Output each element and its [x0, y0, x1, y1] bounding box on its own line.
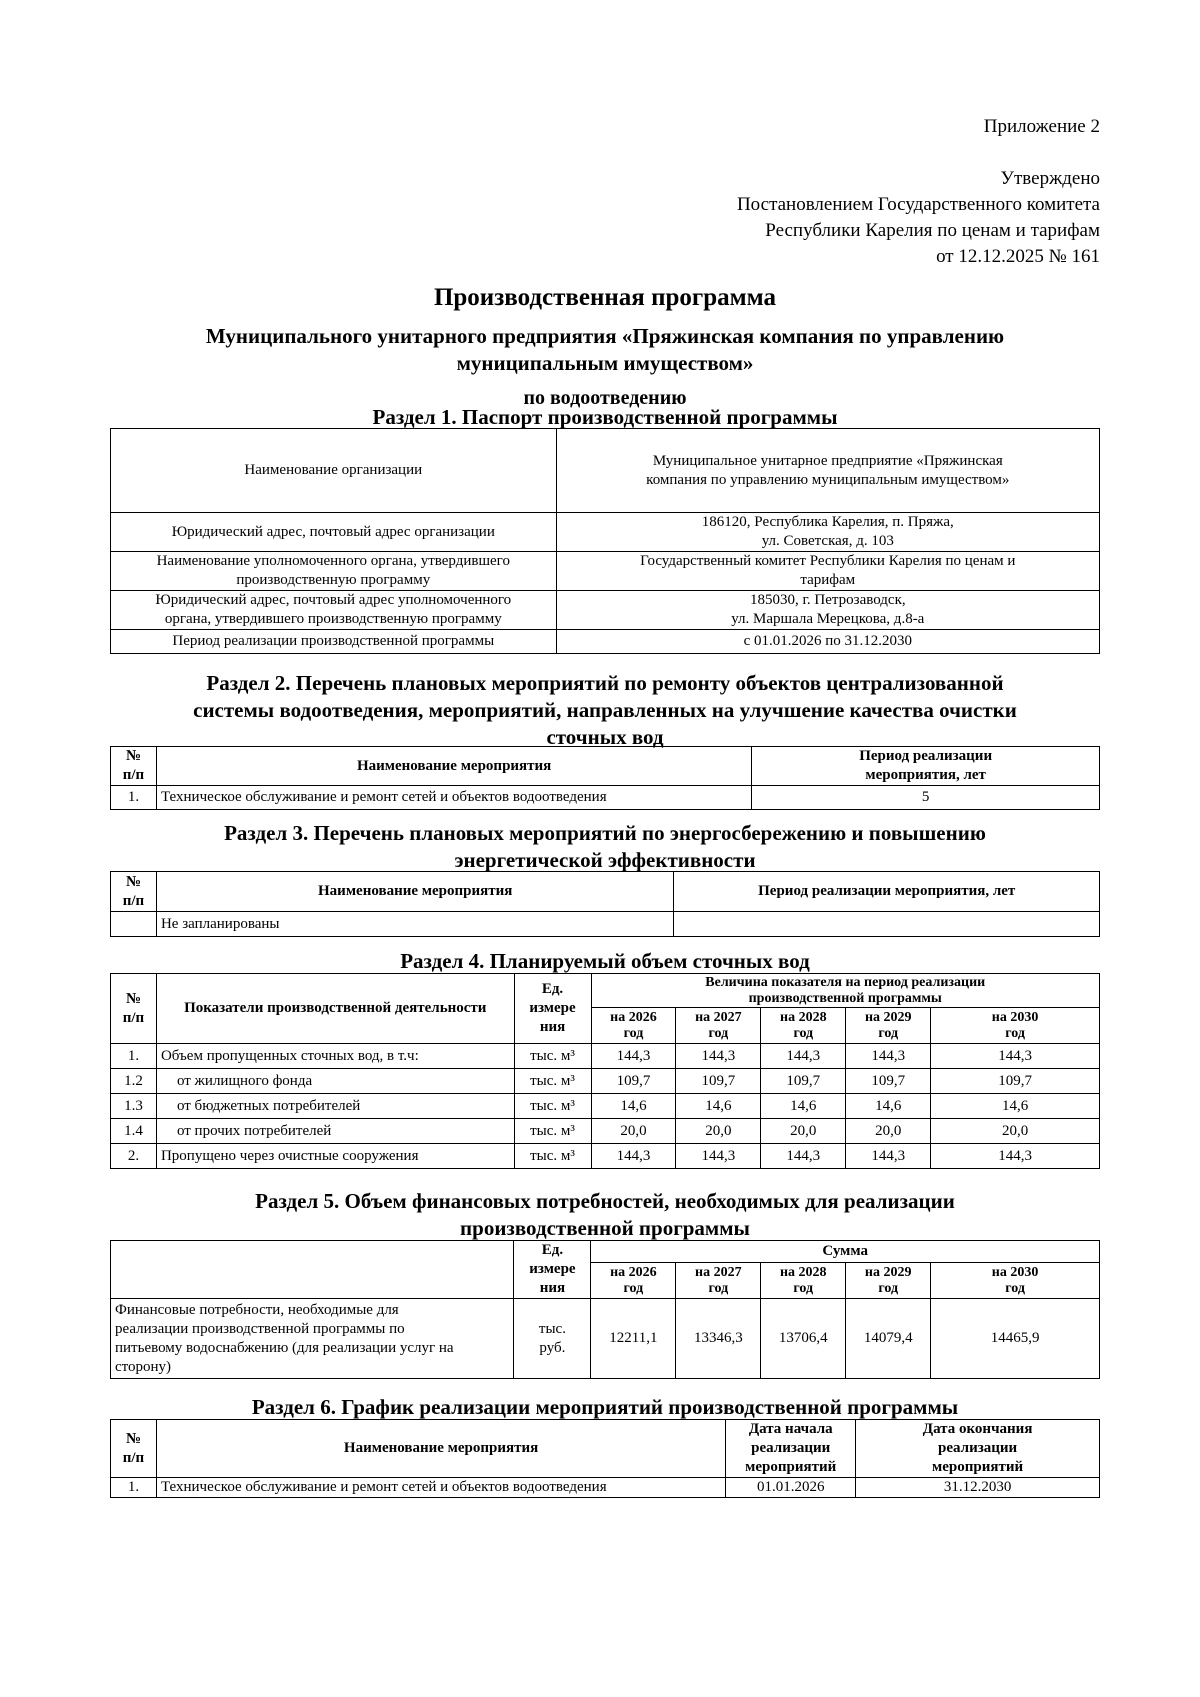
header-line: п/п [122, 1449, 145, 1466]
row-number: 1. [111, 786, 157, 810]
passport-label-line: производственную программу [236, 572, 431, 588]
financial-needs-table [110, 1240, 1100, 1379]
header-line: на 2027 [695, 1009, 742, 1025]
table-row [111, 591, 1100, 630]
indicator-unit: тыс. м³ [514, 1094, 591, 1119]
indicator-name: Объем пропущенных сточных вод, в т.ч: [156, 1044, 514, 1069]
table-row [111, 1094, 1100, 1119]
financial-description [111, 1299, 514, 1379]
header-line: год [623, 1025, 644, 1041]
col-year [931, 1008, 1100, 1044]
description-line: питьевому водоснабжению (для реализации услуг на [115, 1339, 454, 1356]
unit-line: руб. [539, 1339, 566, 1356]
indicator-value: 144,3 [761, 1144, 846, 1169]
col-year [761, 1008, 846, 1044]
section6-title: Раздел 6. График реализации мероприятий производственной программы [251, 1395, 959, 1419]
indicator-value: 109,7 [761, 1069, 846, 1094]
table-row [111, 429, 1100, 513]
col-indicator: Показатели производственной деятельности [156, 974, 514, 1044]
indicator-value: 20,0 [676, 1119, 761, 1144]
indicator-unit: тыс. м³ [514, 1119, 591, 1144]
table-row [111, 1144, 1100, 1169]
indicator-value: 14,6 [591, 1094, 676, 1119]
header-line: год [708, 1025, 729, 1041]
header-line: измере [529, 1000, 576, 1016]
col-measure-name: Наименование мероприятия [156, 747, 751, 786]
indicator-value: 109,7 [676, 1069, 761, 1094]
description-line: Финансовые потребности, необходимые для [115, 1301, 399, 1318]
passport-value-line: 186120, Республика Карелия, п. Пряжа, [701, 514, 954, 530]
passport-label: Наименование организации [111, 429, 557, 513]
header-line: реализации [938, 1440, 1018, 1456]
table-row [111, 1299, 1100, 1379]
financial-value: 13346,3 [676, 1299, 761, 1379]
passport-label [111, 591, 557, 630]
col-period: Период реализации мероприятия, лет [674, 872, 1100, 912]
indicator-value: 144,3 [846, 1044, 931, 1069]
indicator-value: 144,3 [676, 1044, 761, 1069]
indicator-value: 20,0 [846, 1119, 931, 1144]
indicator-value: 109,7 [846, 1069, 931, 1094]
indicator-value: 14,6 [676, 1094, 761, 1119]
header-line: на 2028 [779, 1264, 827, 1280]
col-sum: Сумма [591, 1241, 1100, 1263]
section2-title-line: Раздел 2. Перечень плановых мероприятий по ремонту объектов централизованной [206, 671, 1004, 695]
table-row [111, 1044, 1100, 1069]
section1-title: Раздел 1. Паспорт производственной программы [372, 405, 838, 429]
header-line: реализации [751, 1440, 831, 1456]
col-description [111, 1241, 514, 1299]
measure-period: 5 [752, 786, 1100, 810]
indicator-value: 14,6 [846, 1094, 931, 1119]
header-line: п/п [122, 767, 145, 783]
section2-title-line: системы водоотведения, мероприятий, направленных на улучшение качества очистки [193, 698, 1017, 722]
indicator-value: 109,7 [931, 1069, 1100, 1094]
table-header-row [111, 747, 1100, 786]
approval-line-2: Постановлением Государственного комитета [736, 194, 1100, 215]
approval-line-4: от 12.12.2025 № 161 [936, 246, 1100, 267]
row-number: 1. [111, 1478, 157, 1498]
indicator-name: от прочих потребителей [156, 1119, 514, 1144]
header-line: год [878, 1025, 899, 1041]
indicator-unit: тыс. м³ [514, 1044, 591, 1069]
header-line: № [125, 1430, 142, 1447]
table-row [111, 630, 1100, 654]
indicator-unit: тыс. м³ [514, 1069, 591, 1094]
section4-title: Раздел 4. Планируемый объем сточных вод [400, 949, 810, 973]
end-date: 31.12.2030 [856, 1478, 1100, 1498]
col-measure-name: Наименование мероприятия [156, 872, 673, 912]
header-line: на 2029 [864, 1009, 912, 1025]
measure-name: Техническое обслуживание и ремонт сетей и объектов водоотведения [156, 786, 751, 810]
header-line: год [1005, 1280, 1025, 1296]
description-line: реализации производственной программы по [115, 1320, 405, 1337]
wastewater-volume-body [111, 1044, 1100, 1169]
table-header-row [111, 1420, 1100, 1478]
section2-title-line: сточных вод [546, 725, 664, 749]
col-unit [514, 974, 591, 1044]
col-year [676, 1263, 761, 1299]
row-number: 1.3 [111, 1094, 157, 1119]
indicator-value: 20,0 [591, 1119, 676, 1144]
indicator-value: 144,3 [591, 1044, 676, 1069]
organization-title [110, 323, 1100, 377]
col-year [676, 1008, 761, 1044]
col-value-group [591, 974, 1100, 1008]
col-start-date [726, 1420, 856, 1478]
header-line: производственной программы [748, 990, 942, 1006]
header-line: год [878, 1280, 899, 1296]
approval-block [737, 166, 1100, 270]
header-line: измере [529, 1261, 576, 1277]
header-line: на 2027 [695, 1264, 742, 1280]
header-line: № [125, 873, 142, 890]
indicator-value: 144,3 [591, 1144, 676, 1169]
passport-value-line: Государственный комитет Республики Карелия по ценам и [640, 553, 1016, 569]
section5-title-line: производственной программы [460, 1216, 750, 1240]
indicator-value: 14,6 [931, 1094, 1100, 1119]
indicator-name: Пропущено через очистные сооружения [156, 1144, 514, 1169]
header-line: п/п [122, 892, 145, 909]
table-row [111, 912, 1100, 937]
organization-title-line-1: Муниципального унитарного предприятия «Пряжинская компания по управлению [205, 324, 1005, 348]
col-measure-name: Наименование мероприятия [156, 1420, 725, 1478]
passport-value [556, 591, 1099, 630]
header-line: п/п [122, 1009, 145, 1026]
passport-value [556, 552, 1099, 591]
table-row [111, 786, 1100, 810]
header-line: Дата начала [748, 1421, 833, 1437]
header-line: на 2029 [864, 1264, 912, 1280]
document-title: Производственная программа [433, 284, 777, 311]
table-row [111, 1119, 1100, 1144]
row-number: 1.2 [111, 1069, 157, 1094]
header-line: Период реализации [859, 748, 993, 764]
section5-title [110, 1188, 1100, 1242]
table-row [111, 513, 1100, 552]
passport-value-line: 185030, г. Петрозаводск, [749, 592, 906, 608]
header-line: Величина показателя на период реализации [705, 974, 986, 990]
indicator-value: 144,3 [676, 1144, 761, 1169]
header-line: ния [539, 1280, 566, 1296]
passport-table [110, 428, 1100, 654]
energy-measures-table [110, 871, 1100, 937]
passport-label-line: органа, утвердившего производственную программу [164, 611, 502, 627]
schedule-table [110, 1419, 1100, 1498]
passport-label [111, 552, 557, 591]
col-year [931, 1263, 1100, 1299]
indicator-value: 144,3 [761, 1044, 846, 1069]
measure-period [674, 912, 1100, 937]
col-end-date [856, 1420, 1100, 1478]
header-line: на 2030 [991, 1009, 1039, 1025]
col-period [752, 747, 1100, 786]
approval-line-1: Утверждено [1000, 168, 1100, 189]
header-line: на 2026 [610, 1009, 657, 1025]
header-line: на 2028 [780, 1009, 827, 1025]
header-line: Ед. [541, 1242, 564, 1258]
col-year [846, 1263, 931, 1299]
header-line: год [708, 1280, 729, 1296]
passport-value [556, 429, 1099, 513]
passport-label: Период реализации производственной программы [111, 630, 557, 654]
header-line: мероприятий [745, 1459, 837, 1475]
col-year [591, 1008, 676, 1044]
header-line: № [125, 990, 142, 1007]
header-line: мероприятия, лет [865, 767, 986, 783]
indicator-value: 144,3 [931, 1044, 1100, 1069]
section5-title-line: Раздел 5. Объем финансовых потребностей, необходимых для реализации [255, 1189, 955, 1213]
header-line: год [793, 1025, 814, 1041]
header-line: мероприятий [932, 1459, 1024, 1475]
indicator-value: 20,0 [761, 1119, 846, 1144]
header-line: на 2026 [610, 1264, 657, 1280]
header-line: год [623, 1280, 644, 1296]
passport-value-line: Муниципальное унитарное предприятие «Пряжинская [652, 452, 1003, 469]
passport-value [556, 513, 1099, 552]
passport-label: Юридический адрес, почтовый адрес организации [111, 513, 557, 552]
wastewater-volume-table [110, 973, 1100, 1169]
row-number: 2. [111, 1144, 157, 1169]
financial-value: 13706,4 [761, 1299, 846, 1379]
indicator-name: от жилищного фонда [156, 1069, 514, 1094]
start-date: 01.01.2026 [726, 1478, 856, 1498]
appendix-label: Приложение 2 [983, 116, 1100, 137]
table-header-row [111, 1241, 1100, 1263]
table-header-row [111, 872, 1100, 912]
col-number [111, 747, 157, 786]
financial-value: 14465,9 [931, 1299, 1100, 1379]
financial-value: 12211,1 [591, 1299, 676, 1379]
table-row [111, 552, 1100, 591]
measure-name: Техническое обслуживание и ремонт сетей и объектов водоотведения [156, 1478, 725, 1498]
program-subject: по водоотведению [523, 387, 687, 409]
section2-title [110, 670, 1100, 751]
section3-title [110, 820, 1100, 874]
row-number [111, 912, 157, 937]
header-line: Ед. [541, 981, 564, 997]
passport-label-line: Наименование уполномоченного органа, утвердившего [156, 553, 510, 569]
passport-label-line: Юридический адрес, почтовый адрес уполномоченного [155, 592, 512, 608]
row-number: 1. [111, 1044, 157, 1069]
header-line: на 2030 [991, 1264, 1039, 1280]
indicator-value: 144,3 [931, 1144, 1100, 1169]
indicator-value: 14,6 [761, 1094, 846, 1119]
col-year [761, 1263, 846, 1299]
section3-title-line: энергетической эффективности [454, 848, 756, 872]
indicator-value: 109,7 [591, 1069, 676, 1094]
section3-title-line: Раздел 3. Перечень плановых мероприятий по энергосбережению и повышению [224, 821, 986, 845]
passport-value-line: тарифам [800, 572, 856, 588]
col-unit [514, 1241, 591, 1299]
description-line: сторону) [115, 1358, 172, 1375]
header-line: год [793, 1280, 814, 1296]
row-number: 1.4 [111, 1119, 157, 1144]
repair-measures-table [110, 746, 1100, 810]
col-year [846, 1008, 931, 1044]
header-line: год [1005, 1025, 1025, 1041]
indicator-value: 144,3 [846, 1144, 931, 1169]
indicator-name: от бюджетных потребителей [156, 1094, 514, 1119]
table-header-row [111, 974, 1100, 1008]
passport-value-line: компания по управлению муниципальным имуществом» [646, 471, 1010, 488]
measure-name: Не запланированы [156, 912, 673, 937]
col-number [111, 974, 157, 1044]
financial-value: 14079,4 [846, 1299, 931, 1379]
indicator-unit: тыс. м³ [514, 1144, 591, 1169]
header-line: № [125, 748, 142, 764]
unit-line: тыс. [538, 1320, 566, 1337]
passport-value-line: ул. Маршала Мерецкова, д.8-а [731, 611, 925, 627]
indicator-value: 20,0 [931, 1119, 1100, 1144]
approval-line-3: Республики Карелия по ценам и тарифам [765, 220, 1100, 241]
passport-value-line: ул. Советская, д. 103 [761, 533, 894, 549]
col-number [111, 1420, 157, 1478]
table-row [111, 1069, 1100, 1094]
col-number [111, 872, 157, 912]
table-row [111, 1478, 1100, 1498]
header-line: ния [539, 1019, 566, 1035]
col-year [591, 1263, 676, 1299]
passport-value: с 01.01.2026 по 31.12.2030 [556, 630, 1099, 654]
header-line: Дата окончания [922, 1421, 1033, 1437]
financial-unit [514, 1299, 591, 1379]
organization-title-line-2: муниципальным имуществом» [456, 351, 754, 375]
